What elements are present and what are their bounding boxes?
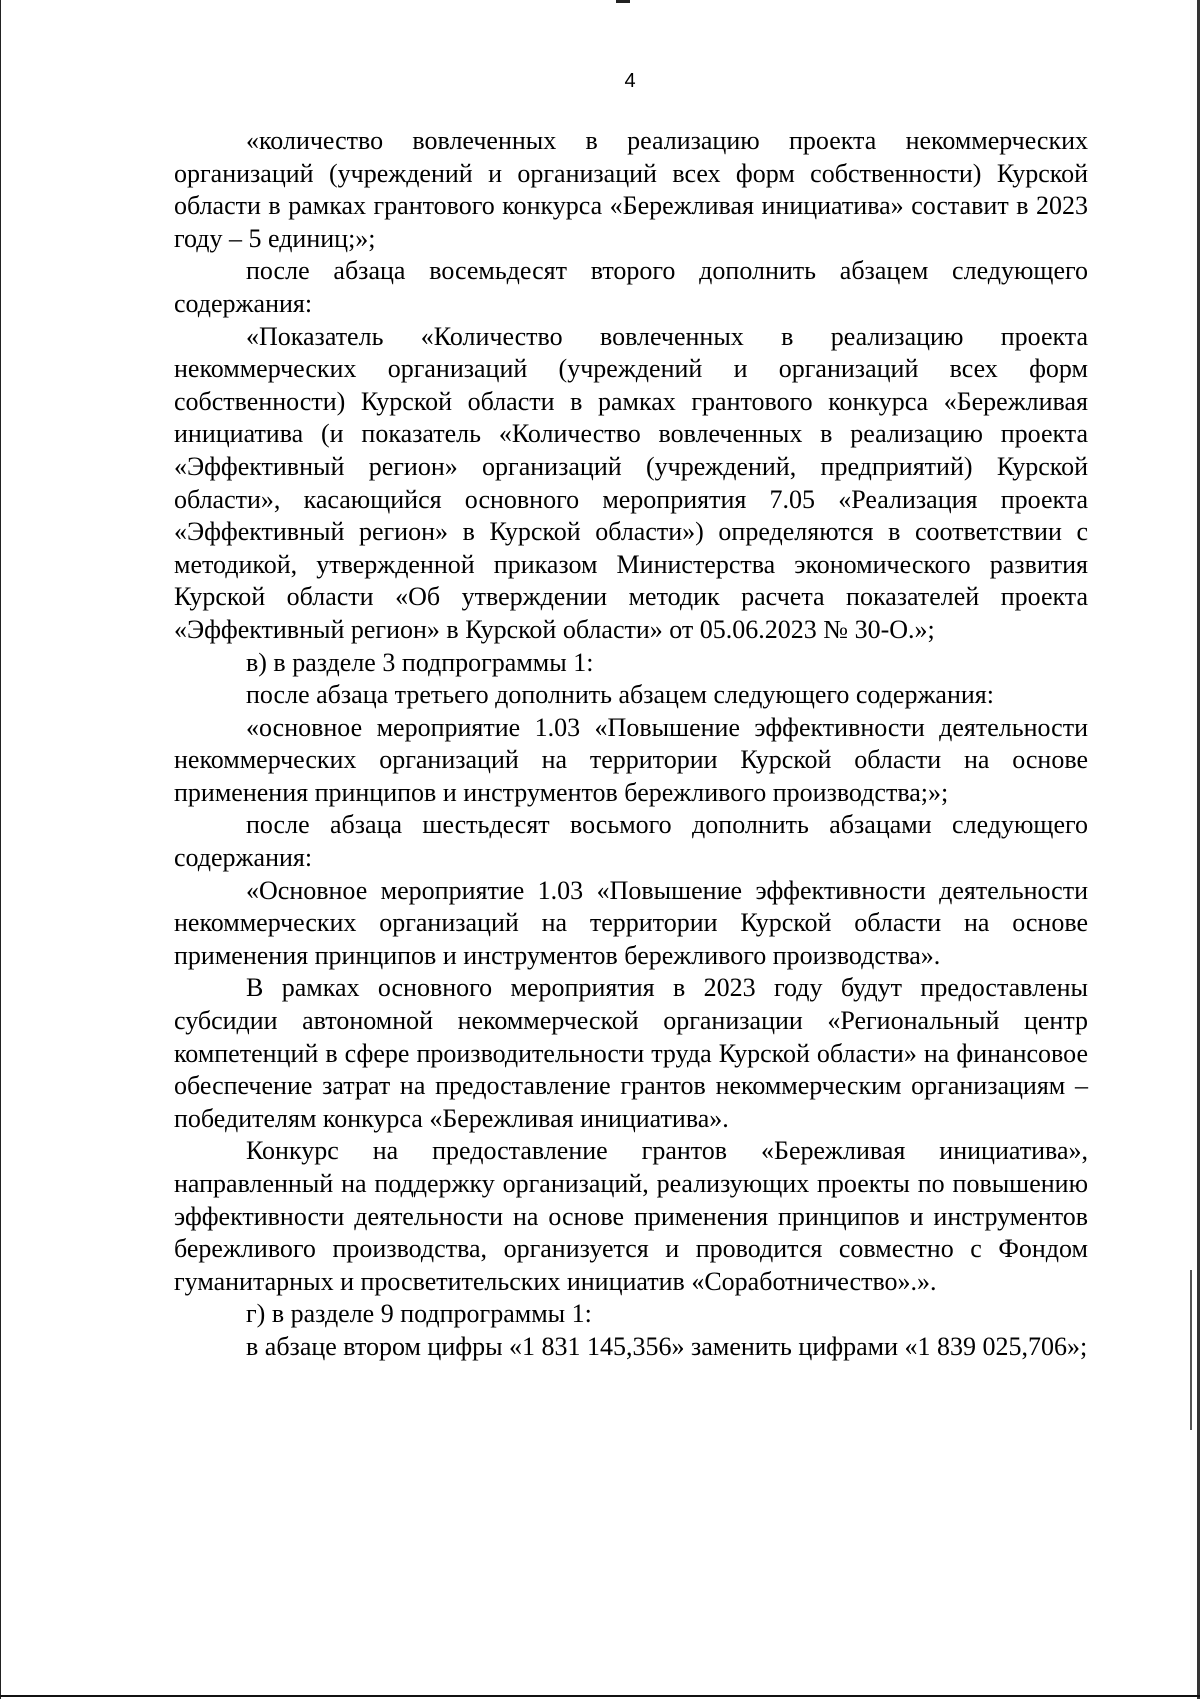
paragraph: «Показатель «Количество вовлеченных в реализацию проекта некоммерческих организаций (учреждений и организаций всех форм собственности) Курской области в рамках грантового конкурса «Бережливая инициатива (и показатель «Количество вовлеченных в реализацию проекта «Эффективный регион» организаций (учреждений, предприятий) Курской области», касающийся основного мероприятия 7.05 «Реализация проекта «Эффективный регион» в Курской области») определяются в соответствии с методикой, утвержденной приказом Министерства экономического развития Курской области «Об утверждении методик расчета показателей проекта «Эффективный регион» в Курской области» от 05.06.2023 № 30-О.»; (174, 321, 1088, 644)
scan-edge-mark (1190, 1270, 1200, 1430)
paragraph: после абзаца шестьдесят восьмого дополнить абзацами следующего содержания: (174, 810, 1088, 873)
paragraph: после абзаца третьего дополнить абзацем следующего содержания: (246, 680, 994, 710)
scan-border-bottom (0, 1695, 1200, 1697)
paragraph: после абзаца восемьдесят второго дополнить абзацем следующего содержания: (174, 256, 1088, 318)
paragraph: «основное мероприятие 1.03 «Повышение эффективности деятельности некоммерческих организаций на территории Курской области на основе применения принципов и инструментов бережливого производства;»; (174, 712, 1088, 807)
paragraph: в) в разделе 3 подпрограммы 1: (246, 647, 594, 677)
paragraph: Конкурс на предоставление грантов «Бережливая инициатива», направленный на поддержку организаций, реализующих проекты по повышению эффективности деятельности на основе применения принципов и инструментов бережливого производства, организуется и проводится совместно с Фондом гуманитарных и просветительских инициатив «Соработничество».». (174, 1136, 1088, 1296)
paragraph: «количество вовлеченных в реализацию проекта некоммерческих организаций (учреждений и организаций всех форм собственности) Курской области в рамках грантового конкурса «Бережливая инициатива» составит в 2023 году – 5 единиц;»; (174, 126, 1088, 253)
scan-border-left (0, 0, 1, 1699)
paragraph: В рамках основного мероприятия в 2023 году будут предоставлены субсидии автономной некоммерческой организации «Региональный центр компетенций в сфере производительности труда Курской области» на финансовое обеспечение затрат на предоставление грантов некоммерческим организациям – победителям конкурса «Бережливая инициатива». (174, 973, 1088, 1133)
scan-top-mark (616, 0, 630, 3)
paragraph: в абзаце втором цифры «1 831 145,356» заменить цифрами «1 839 025,706»; (246, 1331, 1088, 1361)
page-number: 4 (624, 70, 636, 92)
paragraph: «Основное мероприятие 1.03 «Повышение эффективности деятельности некоммерческих организаций на территории Курской области на основе применения принципов и инструментов бережливого производства». (174, 875, 1088, 970)
paragraph: г) в разделе 9 подпрограммы 1: (246, 1299, 592, 1329)
document-body (174, 125, 1088, 1364)
